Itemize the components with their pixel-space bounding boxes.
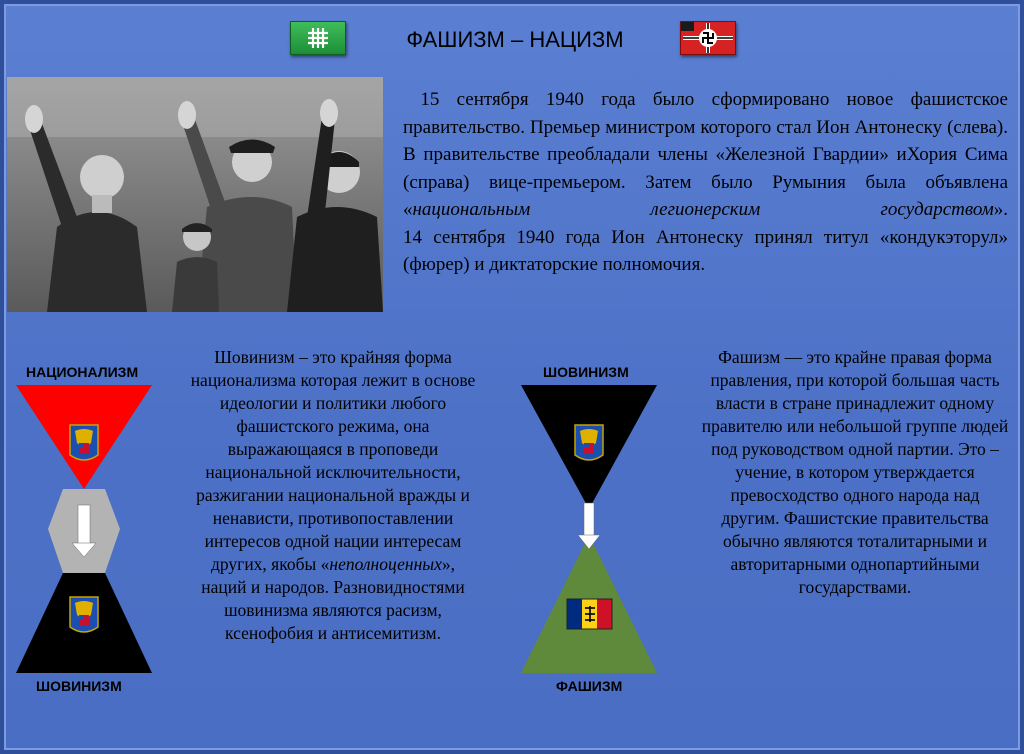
chauvinism-part1: Шовинизм – это крайняя форма национализма которая лежит в основе идеологии и политики любого фашистского режима, она выражающаяся в проповеди национальной исключительности, разжигании национальной вражды и ненависти, противопоставлении интересов одной нации интересам других, якобы «	[190, 347, 476, 574]
nationalism-chauvinism-diagram	[16, 385, 152, 677]
romania-coat-of-arms-icon	[70, 425, 98, 460]
romania-coat-of-arms-icon-3	[575, 425, 603, 460]
intro-p1-start: 15 сентября 1940 года было сформировано новое фашистское правительство. Премьер министром которого стал Ион Антонеску (слева). В правительстве преобладали члены «Железной Гвардии» иХория Сима (справа) вице-премьером. Затем было Румыния была объявлена «	[403, 89, 1008, 220]
grid-icon	[305, 26, 331, 50]
page-title: ФАШИЗМ – НАЦИЗМ	[406, 27, 624, 52]
romania-coat-of-arms-icon-2	[70, 597, 98, 632]
left-top-label: НАЦИОНАЛИЗМ	[26, 364, 139, 380]
down-arrow-icon-right	[578, 535, 600, 549]
grid-icon-button[interactable]	[290, 21, 346, 55]
swastika-flag-icon[interactable]	[680, 21, 736, 55]
intro-text	[403, 86, 1008, 279]
intro-paragraph-2: 14 сентября 1940 года Ион Антонеску принял титул «кондукэторул» (фюрер) и диктаторские полномочия.	[403, 226, 1008, 275]
fascism-definition: Фашизм — это крайне правая форма правления, при которой большая часть власти в стране принадлежит одному правителю или небольшой группе людей под руководством одной партии. Это – учение, в котором утверждается превосходство одного народа над другим. Фашистские правительства обычно являются тоталитарными и авторитарными однопартийными государствами.	[701, 347, 1009, 597]
chauvinism-definition	[188, 346, 478, 645]
chauvinism-fascism-diagram	[521, 385, 657, 677]
historical-photo	[7, 77, 383, 312]
intro-p1-end: ».	[993, 199, 1008, 220]
intro-p1-italic: национальным легионерским государством	[412, 199, 994, 220]
down-arrow-shaft-right	[584, 503, 594, 537]
romania-flag-icon	[567, 599, 612, 629]
intro-paragraph-1	[403, 86, 1008, 224]
left-bottom-label: ШОВИНИЗМ	[36, 678, 122, 694]
chauvinism-italic: неполноценных	[329, 554, 442, 574]
right-bottom-label: ФАШИЗМ	[556, 678, 623, 694]
down-arrow-shaft	[78, 505, 90, 545]
chauvinism-part2: », наций и народов. Разновидностями шовинизма являются расизм, ксенофобия и антисемитизм.	[201, 554, 465, 643]
right-top-label: ШОВИНИЗМ	[543, 364, 629, 380]
